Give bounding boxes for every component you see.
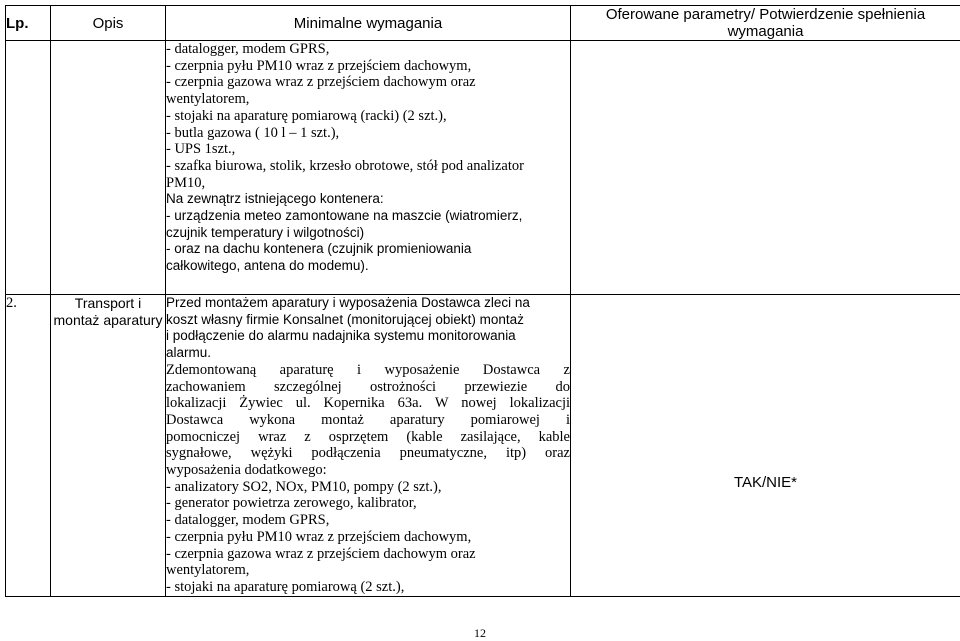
req-line: alarmu. (166, 345, 570, 362)
req-line: wentylatorem, (166, 91, 570, 108)
row1-lp-cell (6, 41, 51, 295)
requirements-table (5, 5, 960, 597)
req-line: i podłączenie do alarmu nadajnika systemu monitorowania (166, 328, 570, 345)
req-line: - czerpnia pyłu PM10 wraz z przejściem dachowym, (166, 58, 570, 75)
page-number: 12 (0, 626, 960, 641)
req-line: - czerpnia pyłu PM10 wraz z przejściem dachowym, (166, 529, 570, 546)
req-line: pomocniczej wraz z osprzętem (kable zasilające, kable (166, 429, 570, 446)
req-line: - czerpnia gazowa wraz z przejściem dachowym oraz (166, 74, 570, 91)
req-line: całkowitego, antena do modemu). (166, 258, 570, 275)
req-line: PM10, (166, 175, 570, 192)
row2-lp: 2. (6, 295, 51, 597)
req-line: Przed montażem aparatury i wyposażenia Dostawca zleci na (166, 295, 570, 312)
req-line: koszt własny firmie Konsalnet (monitorującej obiekt) montaż (166, 312, 570, 329)
req-line: Dostawca wykona montaż aparatury pomiarowej i (166, 412, 570, 429)
req-line: wyposażenia dodatkowego: (166, 462, 570, 479)
req-line: - urządzenia meteo zamontowane na maszcie (wiatromierz, (166, 208, 570, 225)
req-line: lokalizacji Żywiec ul. Kopernika 63a. W nowej lokalizacji (166, 395, 570, 412)
header-offered-line1: Oferowane parametry/ Potwierdzenie spełnienia (606, 6, 925, 23)
req-line: - analizatory SO2, NOx, PM10, pompy (2 szt.), (166, 479, 570, 496)
req-line: - generator powietrza zerowego, kalibrator, (166, 495, 570, 512)
header-row (6, 6, 960, 41)
answer-tak-nie: TAK/NIE* (734, 474, 797, 491)
row1-opis-cell (51, 41, 166, 295)
req-line: - butla gazowa ( 10 l – 1 szt.), (166, 125, 570, 142)
req-line: Zdemontowaną aparaturę i wyposażenie Dostawca z (166, 362, 570, 379)
row2-requirements (166, 295, 571, 597)
header-offered-line2: wymagania (728, 23, 804, 40)
table-row-2 (6, 295, 960, 597)
req-line: wentylatorem, (166, 562, 570, 579)
row2-opis-line1: Transport i (75, 295, 141, 311)
header-lp: Lp. (6, 6, 51, 41)
req-line: zachowaniem szczególnej ostrożności przewiezie do (166, 379, 570, 396)
row1-requirements (166, 41, 571, 295)
req-line: - datalogger, modem GPRS, (166, 41, 570, 58)
row2-offered-cell (571, 295, 960, 597)
req-line: - UPS 1szt., (166, 141, 570, 158)
table-row-1-continued (6, 41, 960, 295)
header-opis: Opis (51, 6, 166, 41)
req-line: - czerpnia gazowa wraz z przejściem dachowym oraz (166, 546, 570, 563)
req-line: sygnałowe, wężyki podłączenia pneumatyczne, itp) oraz (166, 445, 570, 462)
req-line: Na zewnątrz istniejącego kontenera: (166, 191, 570, 208)
req-line: - datalogger, modem GPRS, (166, 512, 570, 529)
header-offered (571, 6, 960, 41)
req-line: - stojaki na aparaturę pomiarową (2 szt.), (166, 579, 570, 596)
header-requirements: Minimalne wymagania (166, 6, 571, 41)
req-line: - szafka biurowa, stolik, krzesło obrotowe, stół pod analizator (166, 158, 570, 175)
req-line: - stojaki na aparaturę pomiarową (racki) (2 szt.), (166, 108, 570, 125)
row2-opis-line2: montaż aparatury (54, 312, 163, 328)
row1-offered-cell (571, 41, 960, 295)
row2-opis (51, 295, 166, 597)
req-line: - oraz na dachu kontenera (czujnik promieniowania (166, 241, 570, 258)
req-line: czujnik temperatury i wilgotności) (166, 225, 570, 242)
